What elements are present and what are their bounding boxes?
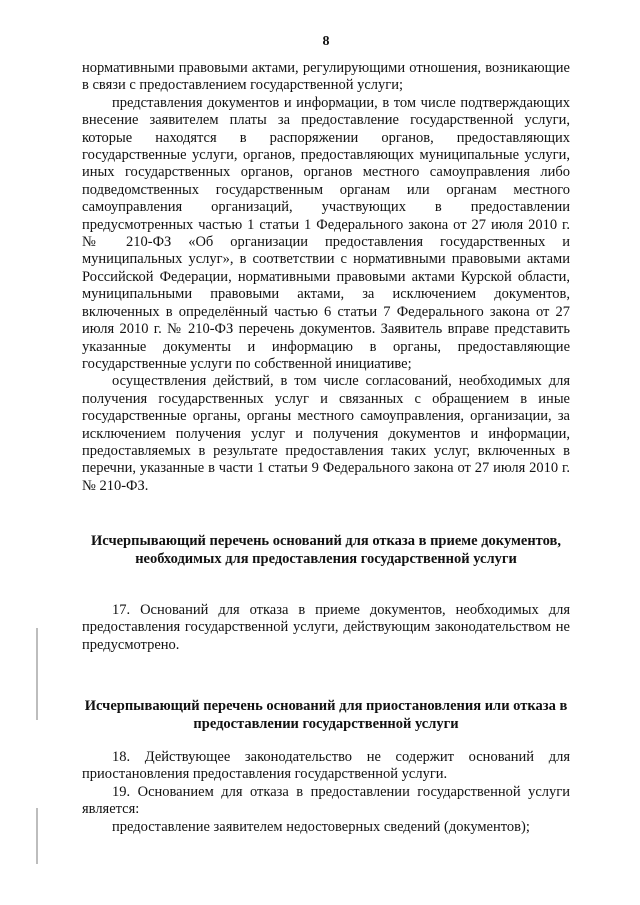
spacer [82, 654, 570, 698]
spacer [82, 733, 570, 749]
page-content [82, 60, 570, 836]
heading-refusal-acceptance: Исчерпывающий перечень оснований для отказа в приеме документов, необходимых для предоставления государственной услуги [91, 533, 561, 567]
document-page [82, 0, 570, 905]
paragraph-normative-acts: нормативными правовыми актами, регулирующими отношения, возникающие в связи с предоставлением государственной услуги; [82, 60, 570, 94]
item-19: 19. Основанием для отказа в предоставлении государственной услуги является: [82, 783, 570, 818]
item-18: 18. Действующее законодательство не содержит оснований для приостановления предоставления государственной услуги. [82, 749, 570, 783]
item-17: 17. Оснований для отказа в приеме документов, необходимых для предоставления государственной услуги, действующим законодательством не предусмотрено. [82, 601, 570, 653]
item-19-subitem: предоставление заявителем недостоверных сведений (документов); [112, 818, 530, 835]
spacer [82, 568, 570, 602]
page-number: 8 [322, 34, 330, 49]
heading-suspension-refusal: Исчерпывающий перечень оснований для приостановления или отказа в предоставлении государственной услуги [84, 698, 568, 732]
paragraph-documents-submission: представления документов и информации, в том числе подтверждающих внесение заявителем платы за предоставление государственной услуги, которые находятся в распоряжении органов, предоставляющих государственные услуги, органов, предоставляющих муниципальные услуги, иных государственных органов, органов местного самоуправления либо подведомственных государственным органам или органам местного самоуправления организаций, участвующих в предоставлении предусмотренных частью 1 статьи 1 Федерального закона от 27 июля 2010 г. № 210-ФЗ «Об организации предоставления государственных и муниципальных услуг», в соответствии с нормативными правовыми актами Российской Федерации, нормативными правовыми актами Курской области, муниципальными правовыми актами, за исключением документов, включенных в определённый частью 6 статьи 7 Федерального закона от 27 июля 2010 г. № 210-ФЗ перечень документов. Заявитель вправе представить указанные документы и информацию в органы, предоставляющие государственные услуги по собственной инициативе; [82, 94, 570, 372]
scan-margin-mark [36, 628, 38, 720]
paragraph-actions-approvals: осуществления действий, в том числе согласований, необходимых для получения государственных услуг и связанных с обращением в иные государственные органы, органы местного самоуправления, организации, за исключением получения услуг и получения документов и информации, предоставляемых в результате предоставления таких услуг, включенных в перечни, указанные в части 1 статьи 9 Федерального закона от 27 июля 2010 г. № 210-ФЗ. [82, 373, 570, 494]
scan-margin-mark [36, 808, 38, 864]
spacer [82, 495, 570, 533]
